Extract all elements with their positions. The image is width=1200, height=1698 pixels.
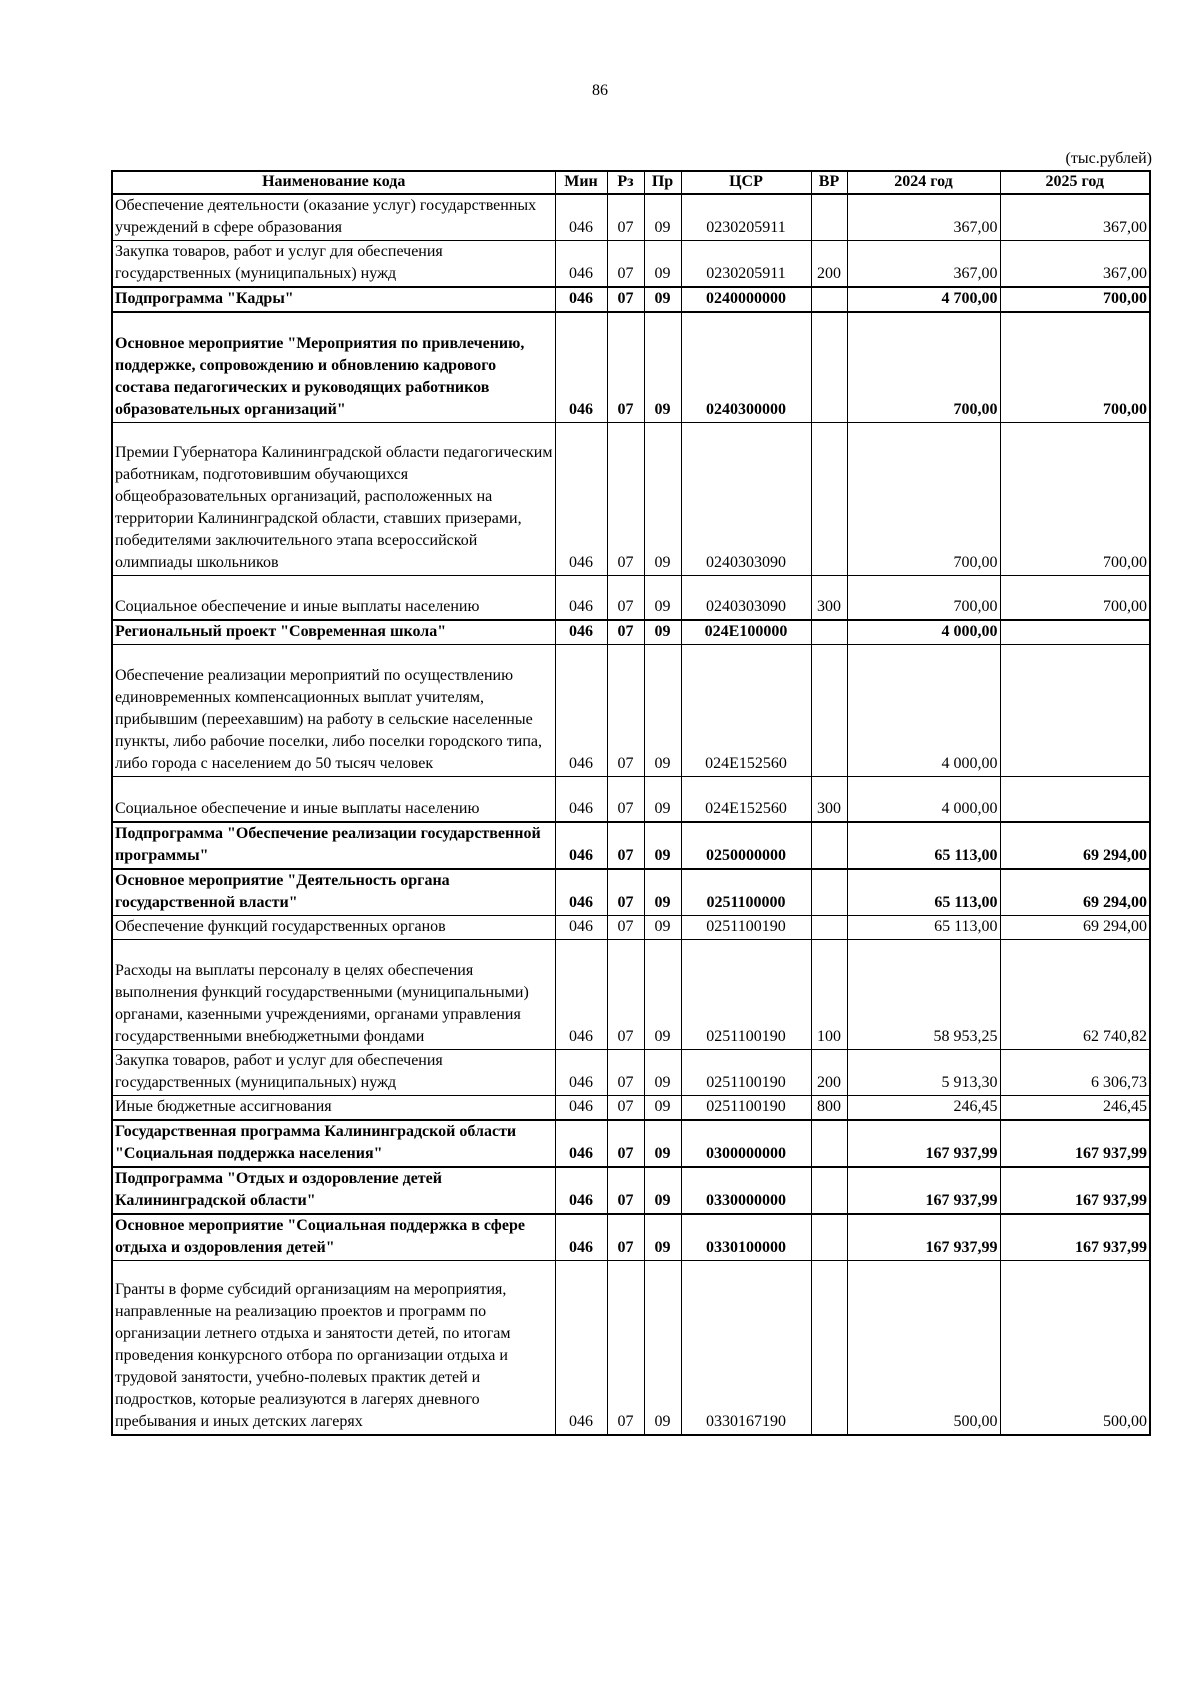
cell-2025 bbox=[1000, 620, 1150, 645]
cell-pr: 09 bbox=[644, 1120, 681, 1167]
cell-name: Обеспечение функций государственных органов bbox=[112, 915, 555, 939]
col-2025-header: 2025 год bbox=[1000, 171, 1150, 194]
table-row bbox=[112, 939, 1150, 1049]
cell-2025: 700,00 bbox=[1000, 422, 1150, 575]
cell-min: 046 bbox=[555, 939, 607, 1049]
cell-2025: 367,00 bbox=[1000, 194, 1150, 241]
cell-2024: 65 113,00 bbox=[847, 915, 1000, 939]
cell-name: Иные бюджетные ассигнования bbox=[112, 1095, 555, 1120]
cell-name: Обеспечение реализации мероприятий по осуществлению единовременных компенсационных выплат учителям, прибывшим (переехавшим) на работу в сельские населенные пункты, либо рабочие поселки, либо поселки городского типа, либо города с населением до 50 тысяч человек bbox=[112, 645, 555, 777]
cell-rz: 07 bbox=[607, 312, 644, 422]
cell-2024: 4 000,00 bbox=[847, 645, 1000, 777]
cell-2025: 700,00 bbox=[1000, 312, 1150, 422]
cell-vr bbox=[811, 1260, 847, 1435]
cell-2025: 700,00 bbox=[1000, 575, 1150, 620]
cell-min: 046 bbox=[555, 422, 607, 575]
cell-csr: 0240300000 bbox=[681, 312, 811, 422]
cell-min: 046 bbox=[555, 312, 607, 422]
table-row bbox=[112, 776, 1150, 821]
col-rz-header: Рз bbox=[607, 171, 644, 194]
cell-pr: 09 bbox=[644, 776, 681, 821]
cell-csr: 0251100000 bbox=[681, 869, 811, 916]
cell-rz: 07 bbox=[607, 1167, 644, 1214]
table-row bbox=[112, 1260, 1150, 1435]
cell-2025: 167 937,99 bbox=[1000, 1167, 1150, 1214]
cell-2024: 367,00 bbox=[847, 194, 1000, 241]
cell-csr: 0251100190 bbox=[681, 1049, 811, 1095]
cell-2025: 69 294,00 bbox=[1000, 915, 1150, 939]
cell-vr bbox=[811, 915, 847, 939]
col-name-header: Наименование кода bbox=[112, 171, 555, 194]
table-row bbox=[112, 1120, 1150, 1167]
cell-rz: 07 bbox=[607, 645, 644, 777]
table-row bbox=[112, 287, 1150, 312]
cell-csr: 024E152560 bbox=[681, 645, 811, 777]
table-row bbox=[112, 869, 1150, 916]
cell-min: 046 bbox=[555, 776, 607, 821]
cell-rz: 07 bbox=[607, 822, 644, 869]
cell-vr bbox=[811, 312, 847, 422]
table-row bbox=[112, 822, 1150, 869]
cell-vr bbox=[811, 645, 847, 777]
cell-pr: 09 bbox=[644, 1095, 681, 1120]
unit-label: (тыс.рублей) bbox=[1065, 150, 1152, 167]
budget-table bbox=[111, 170, 1151, 1436]
cell-csr: 0240000000 bbox=[681, 287, 811, 312]
cell-name: Социальное обеспечение и иные выплаты населению bbox=[112, 776, 555, 821]
cell-pr: 09 bbox=[644, 915, 681, 939]
cell-vr bbox=[811, 1120, 847, 1167]
cell-vr: 300 bbox=[811, 575, 847, 620]
col-pr-header: Пр bbox=[644, 171, 681, 194]
cell-min: 046 bbox=[555, 822, 607, 869]
cell-2025: 700,00 bbox=[1000, 287, 1150, 312]
cell-2025 bbox=[1000, 776, 1150, 821]
cell-min: 046 bbox=[555, 241, 607, 288]
table-row bbox=[112, 422, 1150, 575]
cell-rz: 07 bbox=[607, 194, 644, 241]
cell-csr: 024E152560 bbox=[681, 776, 811, 821]
cell-vr bbox=[811, 287, 847, 312]
cell-2024: 167 937,99 bbox=[847, 1214, 1000, 1261]
cell-2024: 4 700,00 bbox=[847, 287, 1000, 312]
cell-csr: 0230205911 bbox=[681, 194, 811, 241]
cell-min: 046 bbox=[555, 869, 607, 916]
cell-name: Социальное обеспечение и иные выплаты населению bbox=[112, 575, 555, 620]
cell-name: Подпрограмма "Кадры" bbox=[112, 287, 555, 312]
cell-csr: 0300000000 bbox=[681, 1120, 811, 1167]
cell-2024: 700,00 bbox=[847, 312, 1000, 422]
cell-rz: 07 bbox=[607, 620, 644, 645]
cell-min: 046 bbox=[555, 1260, 607, 1435]
cell-vr: 100 bbox=[811, 939, 847, 1049]
cell-rz: 07 bbox=[607, 1120, 644, 1167]
cell-name: Гранты в форме субсидий организациям на мероприятия, направленные на реализацию проектов и программ по организации летнего отдыха и занятости детей, по итогам проведения конкурсного отбора по организации отдыха и трудовой занятости, учебно-полевых практик детей и подростков, которые реализуются в лагерях дневного пребывания и иных детских лагерях bbox=[112, 1260, 555, 1435]
cell-csr: 0230205911 bbox=[681, 241, 811, 288]
table-row bbox=[112, 241, 1150, 288]
cell-rz: 07 bbox=[607, 776, 644, 821]
col-2024-header: 2024 год bbox=[847, 171, 1000, 194]
cell-rz: 07 bbox=[607, 241, 644, 288]
col-vr-header: ВР bbox=[811, 171, 847, 194]
cell-csr: 0240303090 bbox=[681, 575, 811, 620]
cell-pr: 09 bbox=[644, 869, 681, 916]
cell-2024: 65 113,00 bbox=[847, 822, 1000, 869]
table-header-row bbox=[112, 171, 1150, 194]
table-row bbox=[112, 645, 1150, 777]
cell-pr: 09 bbox=[644, 645, 681, 777]
cell-csr: 0330167190 bbox=[681, 1260, 811, 1435]
cell-pr: 09 bbox=[644, 822, 681, 869]
cell-vr bbox=[811, 869, 847, 916]
table-row bbox=[112, 620, 1150, 645]
cell-vr bbox=[811, 1167, 847, 1214]
cell-csr: 0250000000 bbox=[681, 822, 811, 869]
table-row bbox=[112, 194, 1150, 241]
table-row bbox=[112, 1095, 1150, 1120]
cell-csr: 024E100000 bbox=[681, 620, 811, 645]
cell-vr: 800 bbox=[811, 1095, 847, 1120]
table-row bbox=[112, 1049, 1150, 1095]
cell-min: 046 bbox=[555, 915, 607, 939]
cell-min: 046 bbox=[555, 1049, 607, 1095]
cell-pr: 09 bbox=[644, 1260, 681, 1435]
cell-vr: 300 bbox=[811, 776, 847, 821]
cell-rz: 07 bbox=[607, 287, 644, 312]
cell-2024: 700,00 bbox=[847, 575, 1000, 620]
cell-vr bbox=[811, 620, 847, 645]
cell-csr: 0251100190 bbox=[681, 915, 811, 939]
cell-rz: 07 bbox=[607, 1095, 644, 1120]
cell-csr: 0330000000 bbox=[681, 1167, 811, 1214]
cell-rz: 07 bbox=[607, 939, 644, 1049]
table-row bbox=[112, 312, 1150, 422]
cell-2024: 246,45 bbox=[847, 1095, 1000, 1120]
cell-rz: 07 bbox=[607, 1260, 644, 1435]
cell-2025: 246,45 bbox=[1000, 1095, 1150, 1120]
cell-pr: 09 bbox=[644, 312, 681, 422]
cell-rz: 07 bbox=[607, 575, 644, 620]
cell-min: 046 bbox=[555, 1120, 607, 1167]
cell-2024: 700,00 bbox=[847, 422, 1000, 575]
cell-vr: 200 bbox=[811, 241, 847, 288]
table-row bbox=[112, 915, 1150, 939]
cell-2025: 500,00 bbox=[1000, 1260, 1150, 1435]
col-csr-header: ЦСР bbox=[681, 171, 811, 194]
cell-2025: 69 294,00 bbox=[1000, 822, 1150, 869]
cell-pr: 09 bbox=[644, 939, 681, 1049]
cell-pr: 09 bbox=[644, 194, 681, 241]
table-row bbox=[112, 575, 1150, 620]
table-row bbox=[112, 1214, 1150, 1261]
cell-rz: 07 bbox=[607, 1214, 644, 1261]
cell-name: Подпрограмма "Обеспечение реализации государственной программы" bbox=[112, 822, 555, 869]
cell-pr: 09 bbox=[644, 287, 681, 312]
cell-min: 046 bbox=[555, 575, 607, 620]
cell-name: Закупка товаров, работ и услуг для обеспечения государственных (муниципальных) нужд bbox=[112, 241, 555, 288]
cell-2025: 62 740,82 bbox=[1000, 939, 1150, 1049]
cell-2024: 58 953,25 bbox=[847, 939, 1000, 1049]
cell-csr: 0240303090 bbox=[681, 422, 811, 575]
cell-min: 046 bbox=[555, 1095, 607, 1120]
cell-2025: 69 294,00 bbox=[1000, 869, 1150, 916]
cell-vr bbox=[811, 194, 847, 241]
cell-rz: 07 bbox=[607, 1049, 644, 1095]
cell-name: Премии Губернатора Калининградской области педагогическим работникам, подготовившим обучающихся общеобразовательных организаций, расположенных на территории Калининградской области, ставших призерами, победителями заключительного этапа всероссийской олимпиады школьников bbox=[112, 422, 555, 575]
cell-2024: 167 937,99 bbox=[847, 1167, 1000, 1214]
cell-2025 bbox=[1000, 645, 1150, 777]
cell-csr: 0251100190 bbox=[681, 939, 811, 1049]
cell-2025: 6 306,73 bbox=[1000, 1049, 1150, 1095]
cell-name: Обеспечение деятельности (оказание услуг) государственных учреждений в сфере образования bbox=[112, 194, 555, 241]
cell-rz: 07 bbox=[607, 915, 644, 939]
cell-vr: 200 bbox=[811, 1049, 847, 1095]
cell-name: Государственная программа Калининградской области "Социальная поддержка населения" bbox=[112, 1120, 555, 1167]
cell-2024: 4 000,00 bbox=[847, 620, 1000, 645]
cell-name: Региональный проект "Современная школа" bbox=[112, 620, 555, 645]
page-number: 86 bbox=[592, 82, 608, 99]
cell-min: 046 bbox=[555, 645, 607, 777]
cell-2024: 4 000,00 bbox=[847, 776, 1000, 821]
cell-2025: 367,00 bbox=[1000, 241, 1150, 288]
cell-rz: 07 bbox=[607, 869, 644, 916]
cell-pr: 09 bbox=[644, 575, 681, 620]
cell-vr bbox=[811, 822, 847, 869]
cell-2024: 5 913,30 bbox=[847, 1049, 1000, 1095]
cell-name: Основное мероприятие "Деятельность органа государственной власти" bbox=[112, 869, 555, 916]
cell-min: 046 bbox=[555, 620, 607, 645]
cell-vr bbox=[811, 422, 847, 575]
cell-csr: 0251100190 bbox=[681, 1095, 811, 1120]
cell-vr bbox=[811, 1214, 847, 1261]
cell-rz: 07 bbox=[607, 422, 644, 575]
cell-name: Расходы на выплаты персоналу в целях обеспечения выполнения функций государственными (муниципальными) органами, казенными учреждениями, органами управления государственными внебюджетными фондами bbox=[112, 939, 555, 1049]
cell-pr: 09 bbox=[644, 241, 681, 288]
cell-min: 046 bbox=[555, 1167, 607, 1214]
cell-csr: 0330100000 bbox=[681, 1214, 811, 1261]
cell-name: Подпрограмма "Отдых и оздоровление детей Калининградской области" bbox=[112, 1167, 555, 1214]
cell-2024: 500,00 bbox=[847, 1260, 1000, 1435]
cell-2024: 167 937,99 bbox=[847, 1120, 1000, 1167]
cell-pr: 09 bbox=[644, 1167, 681, 1214]
cell-pr: 09 bbox=[644, 1214, 681, 1261]
cell-min: 046 bbox=[555, 194, 607, 241]
cell-2024: 65 113,00 bbox=[847, 869, 1000, 916]
cell-min: 046 bbox=[555, 1214, 607, 1261]
cell-name: Закупка товаров, работ и услуг для обеспечения государственных (муниципальных) нужд bbox=[112, 1049, 555, 1095]
cell-2025: 167 937,99 bbox=[1000, 1120, 1150, 1167]
cell-2024: 367,00 bbox=[847, 241, 1000, 288]
cell-min: 046 bbox=[555, 287, 607, 312]
cell-2025: 167 937,99 bbox=[1000, 1214, 1150, 1261]
cell-name: Основное мероприятие "Социальная поддержка в сфере отдыха и оздоровления детей" bbox=[112, 1214, 555, 1261]
cell-pr: 09 bbox=[644, 422, 681, 575]
col-min-header: Мин bbox=[555, 171, 607, 194]
cell-pr: 09 bbox=[644, 620, 681, 645]
cell-pr: 09 bbox=[644, 1049, 681, 1095]
table-row bbox=[112, 1167, 1150, 1214]
cell-name: Основное мероприятие "Мероприятия по привлечению, поддержке, сопровождению и обновлению кадрового состава педагогических и руководящих работников образовательных организаций" bbox=[112, 312, 555, 422]
